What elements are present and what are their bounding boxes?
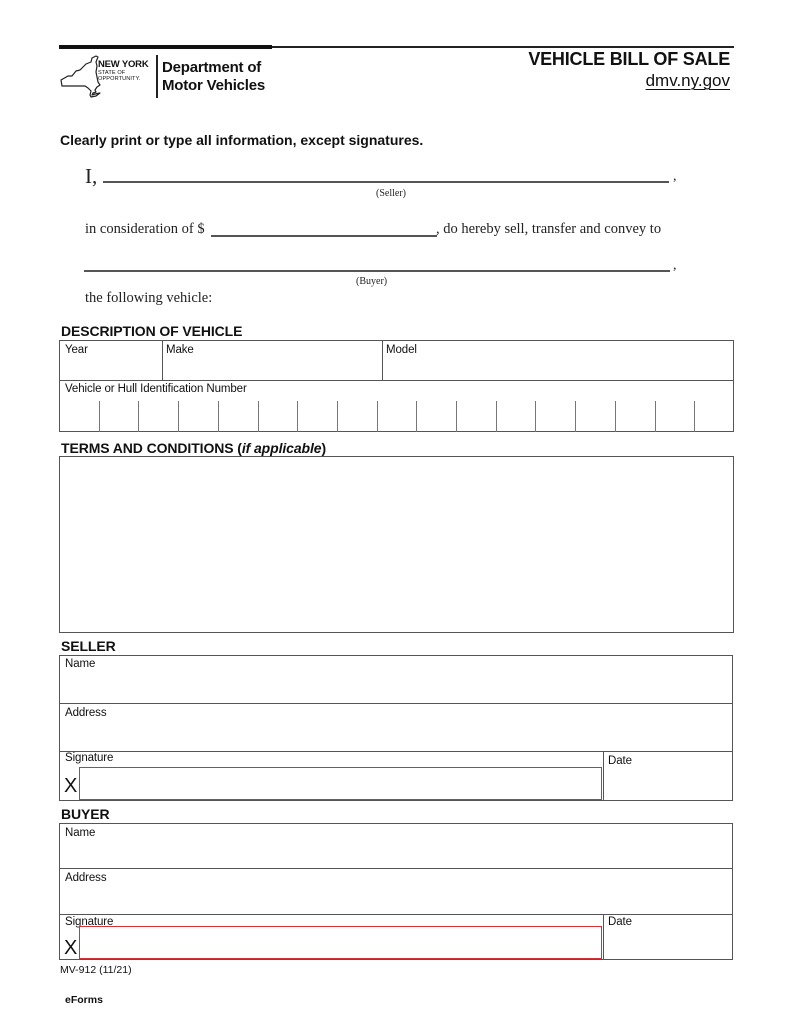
vin-box-divider xyxy=(575,401,576,432)
buyer-signature-label: Signature xyxy=(65,916,114,928)
terms-title-close: ) xyxy=(321,440,327,456)
seller-signature-field[interactable] xyxy=(79,767,602,800)
seller-date-divider xyxy=(603,751,604,801)
seller-name-field[interactable]: Name xyxy=(65,658,96,670)
vin-box-divider xyxy=(218,401,219,432)
seller-signature-label: Signature xyxy=(65,752,114,764)
buyer-name-line[interactable] xyxy=(84,270,670,272)
vin-box-divider xyxy=(456,401,457,432)
seller-signature-x-mark: X xyxy=(64,775,78,797)
vin-box-divider xyxy=(337,401,338,432)
vehicle-section-title: DESCRIPTION OF VEHICLE xyxy=(61,323,243,339)
vin-box-divider xyxy=(416,401,417,432)
eforms-brand: eForms xyxy=(65,994,103,1006)
logo-sub-line-2: OPPORTUNITY. xyxy=(98,76,141,82)
buyer-signature-x-mark: X xyxy=(64,937,78,959)
terms-title-italic: if applicable xyxy=(241,440,322,456)
terms-textarea[interactable] xyxy=(59,456,734,633)
instructions-text: Clearly print or type all information, except signatures. xyxy=(60,132,424,148)
department-name xyxy=(162,59,265,95)
vin-field-label: Vehicle or Hull Identification Number xyxy=(65,383,247,395)
consideration-label: in consideration of $ xyxy=(85,221,205,237)
make-field[interactable]: Make xyxy=(166,344,194,356)
header-thin-rule xyxy=(272,46,734,48)
model-field[interactable]: Model xyxy=(386,344,417,356)
buyer-caption: (Buyer) xyxy=(356,276,388,287)
seller-name-line[interactable] xyxy=(103,181,669,183)
website-link[interactable]: dmv.ny.gov xyxy=(645,71,730,90)
year-field[interactable]: Year xyxy=(65,344,88,356)
make-model-divider xyxy=(382,340,383,381)
terms-title-text: TERMS AND CONDITIONS ( xyxy=(61,440,242,456)
vin-box-divider xyxy=(694,401,695,432)
vin-box-divider xyxy=(615,401,616,432)
seller-caption: (Seller) xyxy=(376,188,406,199)
buyer-address-field[interactable]: Address xyxy=(65,872,107,884)
terms-section-title xyxy=(61,440,326,456)
convey-text: , do hereby sell, transfer and convey to xyxy=(436,221,662,237)
vin-box-divider xyxy=(99,401,100,432)
year-make-divider xyxy=(162,340,163,381)
vehicle-row-divider xyxy=(59,380,734,381)
logo-sub-line-1: STATE OF xyxy=(98,70,126,76)
seller-row-divider-2 xyxy=(59,751,733,752)
department-line-2: Motor Vehicles xyxy=(162,77,266,94)
vin-box-divider xyxy=(138,401,139,432)
form-code: MV-912 (11/21) xyxy=(60,964,132,976)
buyer-section-title: BUYER xyxy=(61,806,110,822)
department-line-1: Department of xyxy=(162,59,262,76)
vin-box-divider xyxy=(377,401,378,432)
vin-box-divider xyxy=(655,401,656,432)
vin-box-divider xyxy=(297,401,298,432)
logo-divider xyxy=(156,55,158,98)
seller-date-field[interactable]: Date xyxy=(608,755,632,767)
logo-state-sub-text xyxy=(98,70,140,82)
buyer-name-field[interactable]: Name xyxy=(65,827,96,839)
vin-box-divider xyxy=(496,401,497,432)
vin-box-divider xyxy=(535,401,536,432)
buyer-line-comma: , xyxy=(673,258,677,273)
document-title: VEHICLE BILL OF SALE xyxy=(528,49,730,69)
following-vehicle-text: the following vehicle: xyxy=(85,290,213,306)
header-thick-rule xyxy=(59,45,272,49)
seller-row-divider-1 xyxy=(59,703,733,704)
i-label: I, xyxy=(85,164,98,188)
buyer-signature-field[interactable] xyxy=(79,926,602,959)
seller-line-comma: , xyxy=(673,169,677,184)
vin-box-divider xyxy=(178,401,179,432)
buyer-row-divider-1 xyxy=(59,868,733,869)
buyer-date-divider xyxy=(603,914,604,960)
consideration-amount-line[interactable] xyxy=(211,235,437,237)
vin-box-divider xyxy=(258,401,259,432)
seller-section-title: SELLER xyxy=(61,638,116,654)
buyer-date-field[interactable]: Date xyxy=(608,916,632,928)
seller-address-field[interactable]: Address xyxy=(65,707,107,719)
logo-new-york-text: NEW YORK xyxy=(98,59,149,70)
